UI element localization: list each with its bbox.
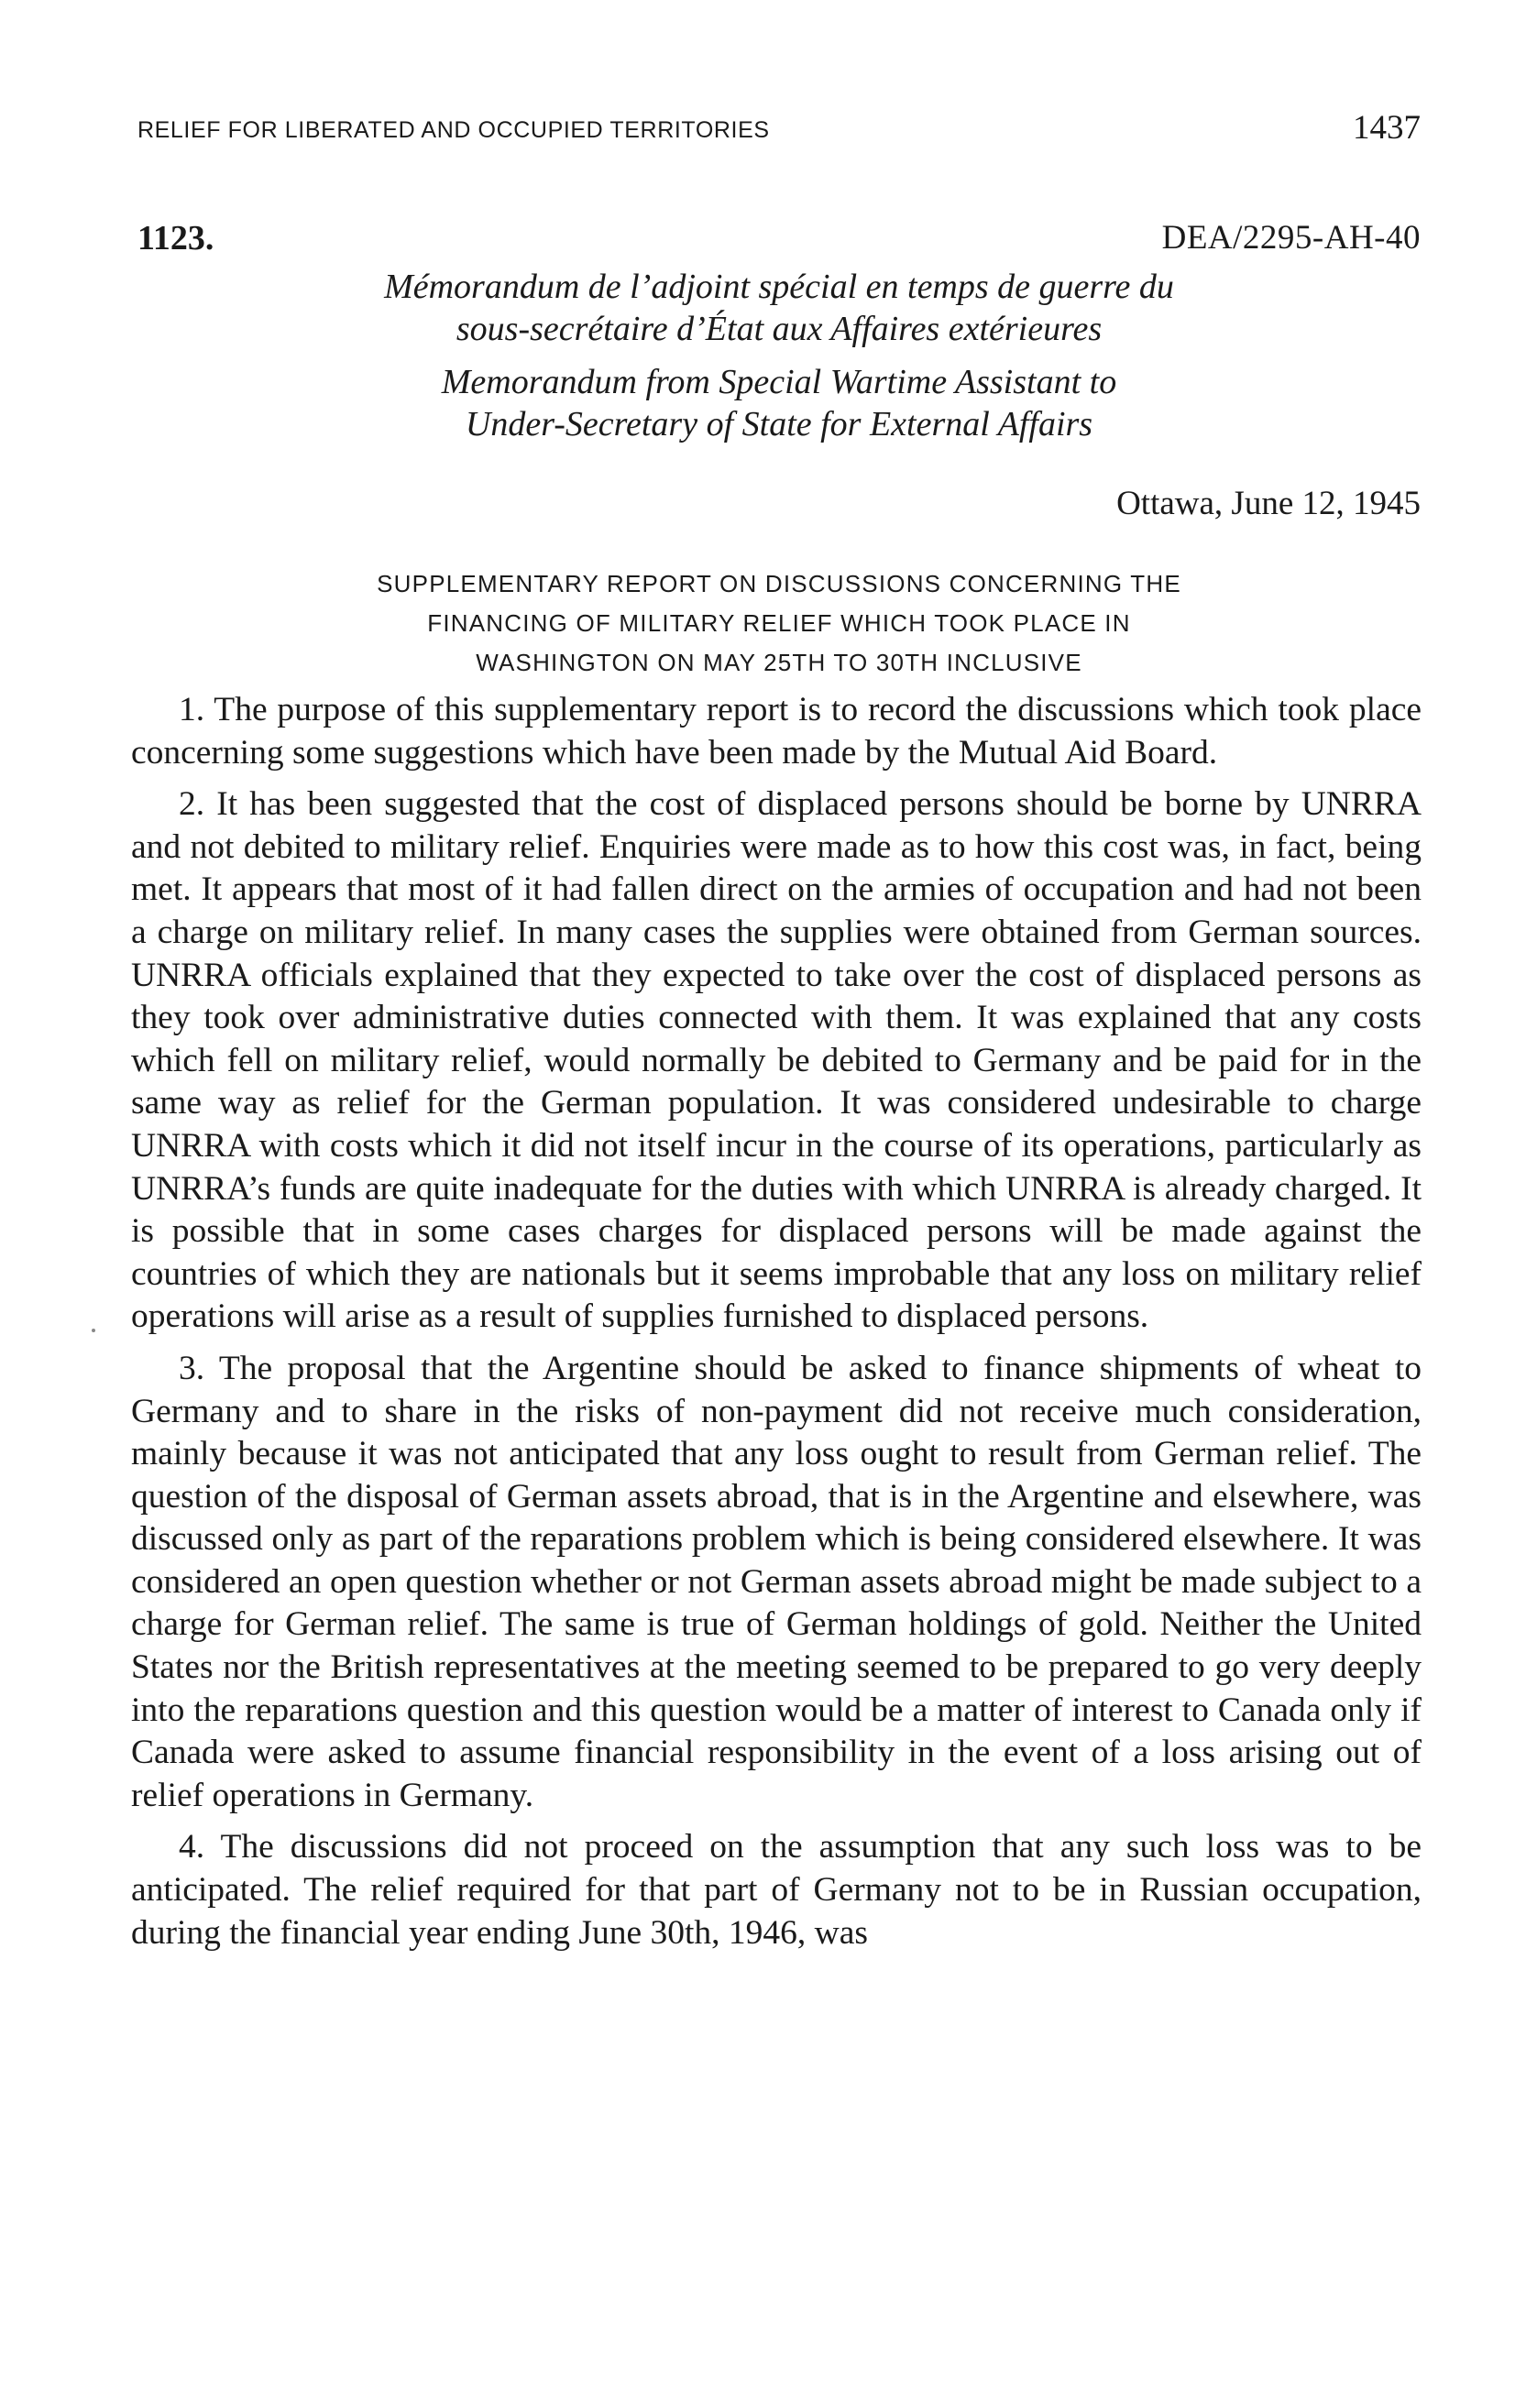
file-reference: DEA/2295-AH-40	[1161, 219, 1421, 257]
paragraph-2: 2. It has been suggested that the cost of displaced persons should be borne by UNRRA and not debited to military relief. Enquiries were made as to how this cost was, in fact, being met. It appears that most of it had fallen direct on the armies of occupation and had not been a charge on military relief. In many cases the supplies were obtained from German sources. UNRRA officials explained that they expected to take over the cost of displaced persons as they took over administrative duties connected with them. It was explained that any costs which fell on military relief, would normally be debited to Germany and be paid for in the same way as relief for the German population. It was considered undesirable to charge UNRRA with costs which it did not itself incur in the course of its operations, particularly as UNRRA’s funds are quite inadequate for the duties with which UNRRA is already charged. It is possible that in some cases charges for displaced persons will be made against the countries of which they are nationals but it seems improbable that any loss on military relief operations will arise as a result of supplies furnished to displaced persons.	[131, 785, 1422, 1336]
subject-line: SUPPLEMENTARY REPORT ON DISCUSSIONS CONCERNING THE	[377, 570, 1181, 597]
paragraph-1: 1. The purpose of this supplementary report is to record the discussions which took place concerning some suggestions which have been made by the Mutual Aid Board.	[131, 691, 1422, 772]
subject-heading	[137, 564, 1421, 683]
memo-body	[131, 689, 1422, 1964]
title-english-line: Memorandum from Special Wartime Assistant to	[441, 363, 1117, 401]
subject-line: FINANCING OF MILITARY RELIEF WHICH TOOK PLACE IN	[427, 609, 1131, 637]
margin-mark	[92, 1329, 95, 1332]
running-head: RELIEF FOR LIBERATED AND OCCUPIED TERRITORIES	[137, 117, 770, 143]
page-number: 1437	[1353, 109, 1421, 147]
paragraph-3: 3. The proposal that the Argentine should be asked to finance shipments of wheat to Germany and to share in the risks of non-payment did not receive much consideration, mainly because it was not anticipated that any loss ought to result from German relief. The question of the disposal of German assets abroad, that is in the Argentine and elsewhere, was discussed only as part of the reparations problem which is being considered elsewhere. It was considered an open question whether or not German assets abroad might be made subject to a charge for German relief. The same is true of German holdings of gold. Neither the United States nor the British representatives at the meeting seemed to be prepared to go very deeply into the reparations question and this question would be a matter of interest to Canada only if Canada were asked to assume financial responsibility in the event of a loss arising out of relief operations in Germany.	[131, 1349, 1422, 1814]
title-english-line: Under-Secretary of State for External Affairs	[465, 405, 1093, 443]
document-number: 1123.	[137, 219, 214, 257]
subject-line: WASHINGTON ON MAY 25TH TO 30TH INCLUSIVE	[476, 649, 1082, 676]
title-english	[137, 361, 1421, 445]
title-french	[137, 266, 1421, 350]
dateline: Ottawa, June 12, 1945	[1116, 485, 1421, 522]
paragraph-4: 4. The discussions did not proceed on the assumption that any such loss was to be anticipated. The relief required for that part of Germany not to be in Russian occupation, during the financial year ending June 30th, 1946, was	[131, 1828, 1422, 1952]
document-titles	[137, 266, 1421, 445]
title-french-line: sous-secrétaire d’État aux Affaires extérieures	[456, 310, 1103, 348]
title-french-line: Mémorandum de l’adjoint spécial en temps de guerre du	[384, 268, 1174, 306]
